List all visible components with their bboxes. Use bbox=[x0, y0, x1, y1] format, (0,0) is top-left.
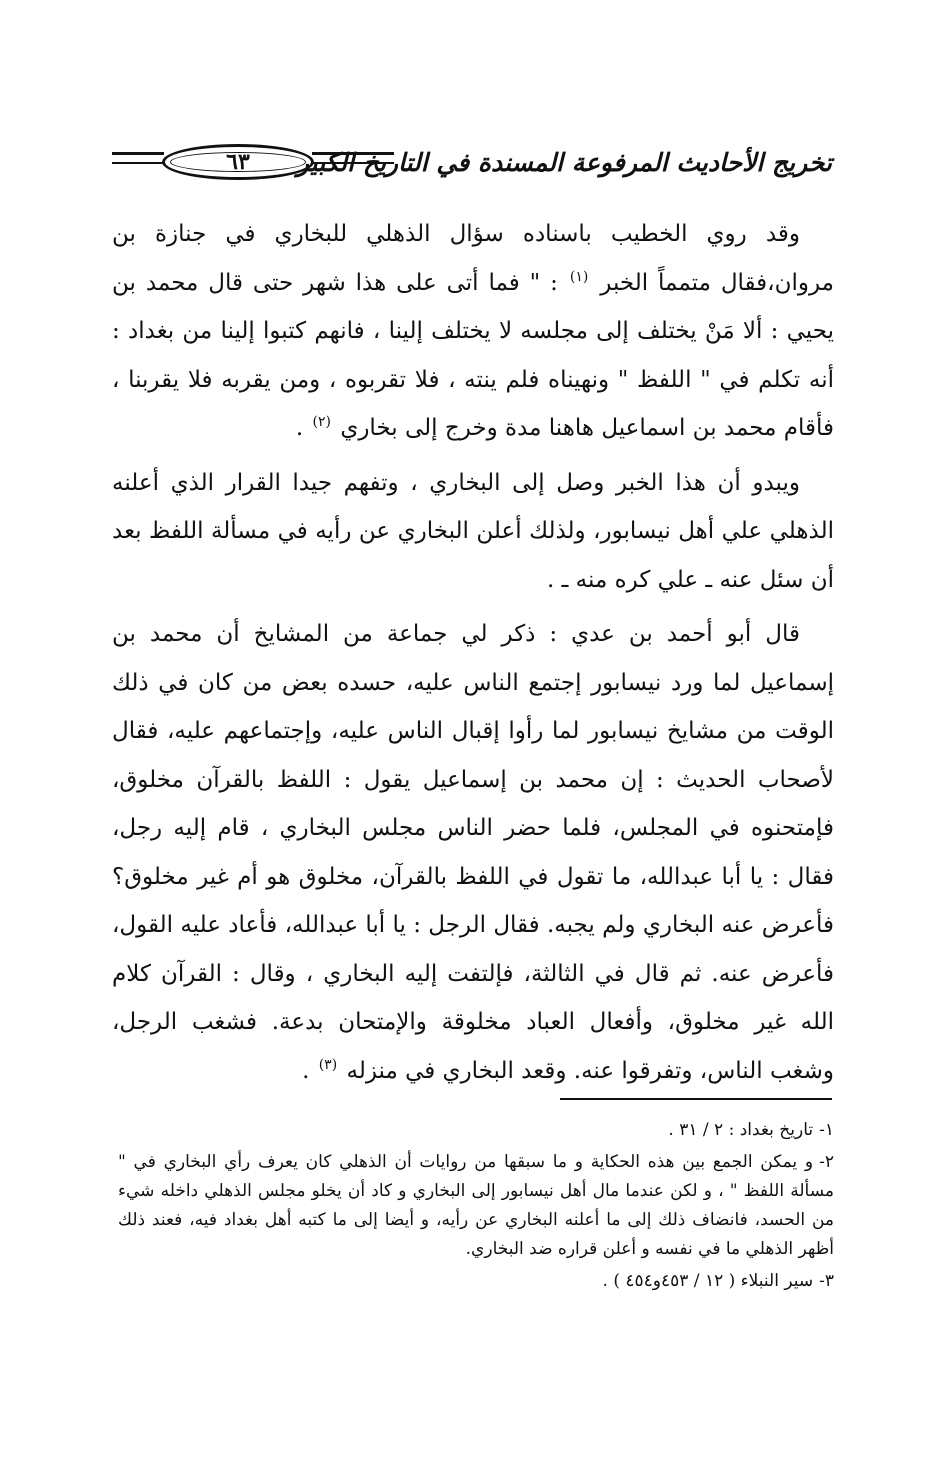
running-title: تخريج الأحاديث المرفوعة المسندة في التاريخ الكبير bbox=[296, 148, 832, 177]
footnote-separator bbox=[560, 1098, 832, 1100]
paragraph-2: ويبدو أن هذا الخبر وصل إلى البخاري ، وتفهم جيدا القرار الذي أعلنه الذهلي علي أهل نيسابور، ولذلك أعلن البخاري عن رأيه في مسألة اللفظ بعد أن سئل عنه ـ علي كره منه ـ . bbox=[112, 469, 834, 593]
footnote-2-text: و يمكن الجمع بين هذه الحكاية و ما سبقها من روايات أن الذهلي كان يعرف رأي البخاري في " مسألة اللفظ " ، و لكن عندما مال أهل نيسابور إلى البخاري و كاد أن يخلو مجلس الذهلي داخله شيء من الحسد، فانضاف ذلك إلى ما أعلنه البخاري عن رأيه، و أيضا إلى ما كتبه أهل بغداد فيه، فعند ذلك أظهر الذهلي ما في نفسه و أعلن قراره ضد البخاري. bbox=[118, 1152, 834, 1259]
paragraph-3-text-a: قال أبو أحمد بن عدي : ذكر لي جماعة من المشايخ أن محمد بن إسماعيل لما ورد نيسابور إجتمع الناس عليه، حسده بعض من كان في ذلك الوقت من مشايخ نيسابور لما رأوا إقبال الناس عليه، وإجتماعهم عليه، فقال لأصحاب الحديث : إن محمد بن إسماعيل يقول : اللفظ بالقرآن مخلوق، فإمتحنوه في المجلس، فلما حضر الناس مجلس البخاري ، قام إليه رجل، فقال : يا أبا عبدالله، ما تقول في اللفظ بالقرآن، مخلوق هو أم غير مخلوق؟ فأعرض عنه البخاري ولم يجبه. فقال الرجل : يا أبا عبدالله، فأعاد عليه القول، فأعرض عنه. ثم قال في الثالثة، فإلتفت إليه البخاري ، وقال : القرآن كلام الله غير مخلوق، وأفعال العباد مخلوقة والإمتحان بدعة. فشغب الرجل، وشغب الناس، وتفرقوا عنه. وقعد البخاري في منزله bbox=[112, 621, 834, 1084]
footnote-1-text: تاريخ بغداد : ٢ / ٣١ . bbox=[668, 1120, 814, 1140]
footnote-ref-2: (٢) bbox=[312, 414, 331, 431]
page-number: ٦٣ bbox=[226, 149, 250, 175]
footnote-3 bbox=[118, 1267, 834, 1296]
paragraph-1-text-a: وقد روي الخطيب باسناده سؤال الذهلي للبخاري في جنازة بن مروان،فقال متمماً الخبر bbox=[112, 221, 834, 296]
paragraph-1-text-b: : " فما أتى على هذا شهر حتى قال محمد بن يحيي : ألا مَنْ يختلف إلى مجلسه لا يختلف إلينا ، فانهم كتبوا إلينا من بغداد : أنه تكلم في " اللفظ " ونهيناه فلم ينته ، فلا تقربوه ، ومن يقربه فلا يقربنا ، فأقام محمد بن اسماعيل هاهنا مدة وخرج إلى بخاري bbox=[112, 269, 834, 441]
footnotes bbox=[118, 1116, 834, 1296]
main-text bbox=[112, 210, 834, 1095]
page-number-badge bbox=[162, 144, 314, 180]
paragraph-1 bbox=[112, 210, 834, 453]
header-rule-left-top bbox=[112, 152, 164, 155]
footnote-ref-1: (١) bbox=[569, 268, 589, 285]
footnote-1-number: ١- bbox=[819, 1120, 834, 1140]
page-header bbox=[112, 136, 832, 196]
footnote-ref-3: (٣) bbox=[318, 1056, 338, 1073]
footnote-3-text: سير النبلاء ( ١٢ / ٤٥٣و٤٥٤ ) . bbox=[602, 1271, 814, 1291]
footnote-2 bbox=[118, 1148, 834, 1264]
header-rule-left-bottom bbox=[112, 162, 164, 164]
footnote-2-number: ٢- bbox=[819, 1152, 834, 1172]
paragraph-3 bbox=[112, 610, 834, 1095]
footnote-1 bbox=[118, 1116, 834, 1145]
paragraph-3-text-b: . bbox=[302, 1057, 310, 1084]
footnote-3-number: ٣- bbox=[819, 1271, 834, 1291]
paragraph-1-text-c: . bbox=[295, 415, 304, 441]
